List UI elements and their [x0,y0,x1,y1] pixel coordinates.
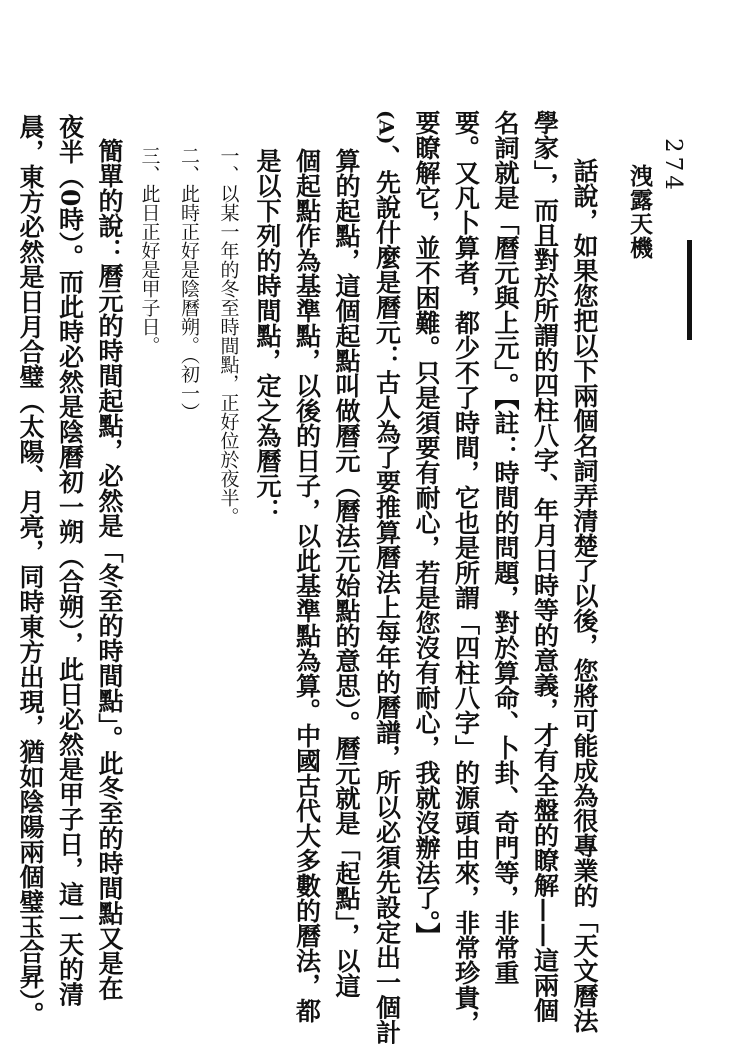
summary-line: 夜半（0時）。而此時必然是陰曆初一朔（合朔），此日必然是甲子日，這一天的清 [55,114,85,1007]
paragraph-line: 名詞就是「曆元與上元」。【註：時間的問題，對於算命、卜卦、奇門等，非常重 [491,110,520,985]
section-a-line: 算的起點，這個起點叫做曆元（曆法元始點的意思）。曆元就是「起點」，以這 [332,148,361,998]
section-marker: (A) [374,110,399,145]
paragraph-line: 話說，如果您把以下兩個名詞弄清楚了以後，您將可能成為很專業的「天文曆法 [570,158,599,1033]
summary-line: 簡單的說：曆元的時間起點，必然是「冬至的時間點」。此冬至的時間點又是在 [95,138,124,1001]
header-rule [687,240,692,340]
list-item: 二、此時正好是陰曆朔。（初一） [178,146,200,422]
section-a-line: 個起點作為基準點，以後的日子，以此基準點為算。中國古代大多數的曆法，都 [292,148,322,1023]
section-a-line [366,110,407,1045]
body-text [11,110,605,1045]
paragraph-line: 要。又凡卜算者，都少不了時間，它也是所謂「四柱八字」的源頭由來，非常珍貴， [451,110,481,1035]
section-a-text: 、先說什麼是曆元：古人為了要推算曆法上每年的曆譜，所以必須先設定出一個計 [372,144,402,1045]
list-item: 三、此日正好是甲子日。 [138,146,161,355]
page-number: 274 [660,138,686,194]
paragraph-line: 要瞭解它，並不困難。只是須要有耐心，若是您沒有耐心，我就沒辦法了。】 [412,110,441,948]
summary-line: 晨，東方必然是日月合璧（太陽、月亮，同時東方出現，猶如陰陽兩個璧玉合昇）。 [16,114,45,1027]
paragraph-line: 學家」，而且對於所謂的四柱八字、年月日時等的意義，才有全盤的瞭解——這兩個 [530,110,560,1023]
list-item: 一、以某一年的冬至時間點，正好位於夜半。 [217,146,240,526]
running-header [626,138,690,333]
section-a-line: 是以下列的時間點，定之為曆元： [253,148,282,523]
book-title: 洩露天機 [626,164,653,260]
